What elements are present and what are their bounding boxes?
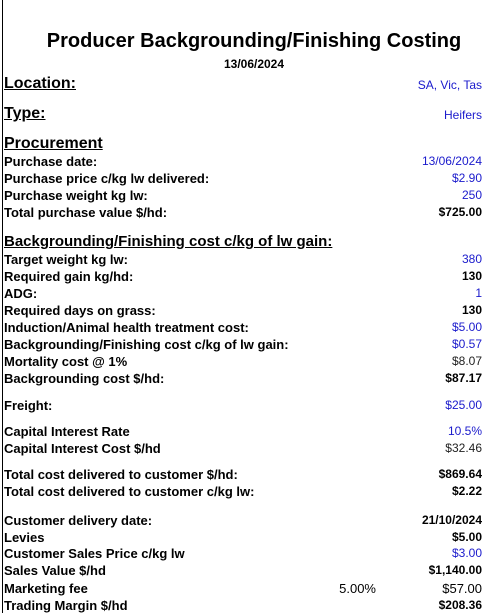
adg-label: ADG:: [4, 286, 38, 301]
required-days-row: [4, 303, 482, 320]
required-gain-value: 130: [461, 269, 482, 283]
bf-cost-row: [4, 337, 482, 354]
marketing-fee-value: $57.00: [442, 581, 482, 596]
sales-value-row: [4, 563, 482, 580]
purchase-price-value[interactable]: $2.90: [451, 171, 482, 185]
required-gain-row: [4, 269, 482, 286]
delivery-date-row: [4, 513, 482, 530]
required-days-label: Required days on grass:: [4, 303, 156, 318]
induction-label: Induction/Animal health treatment cost:: [4, 320, 249, 335]
total-per-hd-value: $869.64: [438, 467, 482, 481]
sales-value-label: Sales Value $/hd: [4, 563, 106, 578]
total-purchase-value: $725.00: [438, 205, 482, 219]
delivery-date-label: Customer delivery date:: [4, 513, 153, 528]
purchase-weight-value[interactable]: 250: [461, 188, 482, 202]
required-days-value: 130: [461, 303, 482, 317]
total-purchase-row: [4, 205, 482, 222]
capital-rate-value[interactable]: 10.5%: [447, 424, 482, 438]
trading-margin-value: $208.36: [438, 598, 482, 612]
mortality-value: $8.07: [451, 354, 482, 368]
delivery-date-value: 21/10/2024: [421, 513, 482, 527]
induction-value[interactable]: $5.00: [451, 320, 482, 334]
sales-price-label: Customer Sales Price c/kg lw: [4, 546, 185, 561]
adg-row: [4, 286, 482, 303]
freight-row: [4, 398, 482, 415]
freight-value[interactable]: $25.00: [445, 398, 482, 412]
capital-cost-value: $32.46: [445, 441, 482, 455]
target-weight-label: Target weight kg lw:: [4, 252, 128, 267]
bf-cost-label: Backgrounding/Finishing cost c/kg of lw gain:: [4, 337, 289, 352]
total-per-kg-row: [4, 484, 482, 501]
bg-cost-row: [4, 371, 482, 388]
purchase-price-label: Purchase price c/kg lw delivered:: [4, 171, 210, 186]
purchase-weight-label: Purchase weight kg lw:: [4, 188, 148, 203]
purchase-date-value[interactable]: 13/06/2024: [421, 154, 482, 168]
sales-value-value: $1,140.00: [428, 563, 482, 577]
induction-row: [4, 320, 482, 337]
capital-cost-label: Capital Interest Cost $/hd: [4, 441, 161, 456]
trading-margin-row: [4, 598, 482, 615]
levies-row: [4, 530, 482, 547]
page-title: Producer Backgrounding/Finishing Costing: [46, 30, 462, 52]
backgrounding-heading: Backgrounding/Finishing cost c/kg of lw gain:: [4, 233, 333, 250]
marketing-fee-pct[interactable]: 5.00%: [339, 581, 376, 596]
freight-label: Freight:: [4, 398, 53, 413]
capital-rate-row: [4, 424, 482, 441]
purchase-price-row: [4, 171, 482, 188]
sales-price-row: [4, 546, 482, 563]
capital-rate-label: Capital Interest Rate: [4, 424, 130, 439]
adg-value[interactable]: 1: [475, 286, 482, 300]
sales-price-value[interactable]: $3.00: [451, 546, 482, 560]
purchase-date-row: [4, 154, 482, 171]
bg-cost-value: $87.17: [445, 371, 482, 385]
trading-margin-label: Trading Margin $/hd: [4, 598, 128, 613]
bf-cost-value[interactable]: $0.57: [451, 337, 482, 351]
location-value[interactable]: SA, Vic, Tas: [417, 78, 482, 92]
total-per-kg-value: $2.22: [451, 484, 482, 498]
target-weight-value[interactable]: 380: [461, 252, 482, 266]
procurement-heading: Procurement: [4, 135, 103, 152]
target-weight-row: [4, 252, 482, 269]
total-per-hd-label: Total cost delivered to customer $/hd:: [4, 467, 238, 482]
purchase-weight-row: [4, 188, 482, 205]
purchase-date-label: Purchase date:: [4, 154, 98, 169]
marketing-fee-label: Marketing fee: [4, 581, 88, 596]
type-value[interactable]: Heifers: [443, 108, 482, 122]
mortality-row: [4, 354, 482, 371]
levies-value: $5.00: [451, 530, 482, 544]
required-gain-label: Required gain kg/hd:: [4, 269, 134, 284]
bg-cost-label: Backgrounding cost $/hd:: [4, 371, 165, 386]
mortality-label: Mortality cost @ 1%: [4, 354, 128, 369]
capital-cost-row: [4, 441, 482, 458]
location-label: Location:: [4, 75, 76, 92]
left-border: [2, 0, 3, 613]
type-label: Type:: [4, 105, 46, 122]
report-date: 13/06/2024: [223, 57, 285, 71]
total-purchase-label: Total purchase value $/hd:: [4, 205, 168, 220]
marketing-fee-row: [4, 581, 482, 598]
total-per-hd-row: [4, 467, 482, 484]
total-per-kg-label: Total cost delivered to customer c/kg lw:: [4, 484, 255, 499]
levies-label: Levies: [4, 530, 45, 545]
